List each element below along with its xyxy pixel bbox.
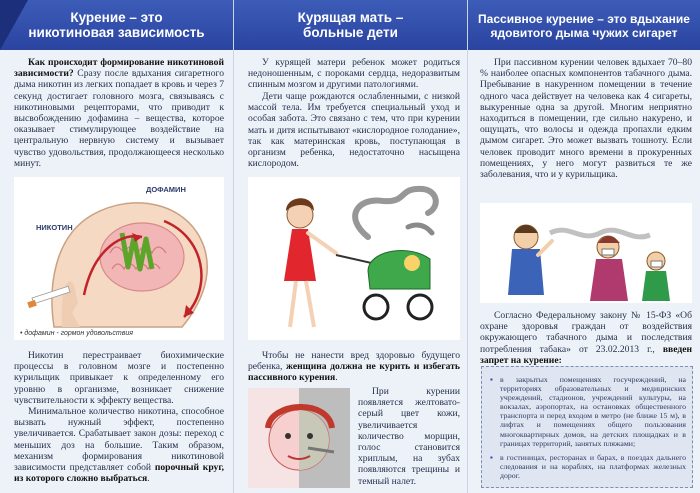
ban-item-hotels-transport: ▪ в гостиницах, ресторанах и барах, в поездах дальнего следования и на кораблях, на платформах железных дорог.	[490, 453, 686, 480]
paragraph-federal-law	[480, 310, 692, 366]
family-passive-smoke-image	[480, 203, 692, 303]
law-text: Согласно Федеральному закону № 15-ФЗ «Об охране здоровья граждан от воздействия окружающего табачного дыма и последствия потребления табака» от 23.02.2013 г.,	[480, 310, 692, 355]
column-smoking-mother	[233, 0, 467, 493]
title-line2: больные дети	[303, 25, 398, 40]
paragraph-biochemistry: Никотин перестраивает биохимические процессы в головном мозге и постепенно курильщик привыкает к определенному его уровню в организме, возникает снижение чувствительности к эффекту вещества.	[14, 350, 224, 406]
title-line1: Пассивное курение – это вдыхание	[478, 12, 690, 26]
smoking-ban-box	[481, 366, 693, 488]
paragraph-birth-defects: У курящей матери ребенок может родиться недоношенным, с пороками сердца, недоразвитым спинным мозгом и другими патологиями.	[248, 57, 460, 91]
title-line1: Курящая мать –	[297, 10, 404, 25]
mother-stroller-illustration	[248, 177, 460, 340]
healthy-vs-smoker-face-image	[248, 388, 350, 488]
question-bold: Как происходит формирование никотиновой зависимости?	[14, 57, 224, 80]
intro-text: Сразу после вдыхания сигаретного дыма никотин из легких попадает в кровь и через 7 секунд достигает головного мозга, связываясь с никотиновыми рецепторами, что приводит к высвобождению дофамина – вещества, которое оказывает стимулирующее воздействие на центральную нервную систему и вызывает чувство удовольствия, продолжающееся несколько минут.	[14, 68, 224, 169]
dose-end: .	[147, 473, 150, 485]
title-line2: никотиновая зависимость	[28, 25, 205, 40]
ban-item-public-places: ▪ в закрытых помещениях госучреждений, на территориях образовательных и медицинских учреждений, стадионов, учреждений культуры, на вокзалах, аэропортах, на остановках общественного транспорта и перед входом в метро (не ближе 15 м), в лифтах и помещениях общего пользования многоквартирных домов, на детских площадках и в границах территорий, занятых пляжами;	[490, 375, 686, 448]
header-smoking-mother	[234, 0, 467, 50]
law-ban-bold: введен запрет на курение:	[480, 343, 692, 366]
mother-with-stroller-image	[248, 177, 460, 340]
header-nicotine-addiction	[0, 0, 233, 50]
avoid-text: Чтобы не нанести вред здоровью будущего ребенка,	[248, 350, 460, 373]
vicious-circle-bold: порочный круг, из которого сложно выбраться	[14, 462, 224, 485]
paragraph-avoid-smoking	[248, 350, 460, 384]
passive-smoking-illustration	[480, 203, 692, 303]
brain-illustration	[14, 177, 224, 340]
title-line1: Курение – это	[70, 10, 163, 25]
paragraph-skin-effects: При курении появляется желтовато-серый цвет кожи, увеличивается количество морщин, голос становится хриплым, на зубах появляются трещины и темный налет.	[358, 386, 460, 487]
label-nicotine: НИКОТИН	[36, 223, 73, 232]
column-nicotine-addiction	[0, 0, 233, 493]
title-line2: ядовитого дыма чужих сигарет	[490, 26, 678, 40]
paragraph-vicious-circle	[14, 406, 224, 484]
caption-dopamine: • дофамин - гормон удовольствия	[20, 330, 133, 337]
head-profile-image	[14, 177, 224, 340]
label-dopamine: ДОФАМИН	[146, 185, 186, 194]
face-comparison-illustration	[248, 388, 350, 488]
paragraph-passive-effects: При пассивном курении человек вдыхает 70–80 % наиболее опасных компонентов табачного дыма. Пребывание в накуренном помещении в течение одного часа действует на человека как 4 сигареты, выкуренные одна за другой. Многим неприятно находиться в помещении, где сильно накурено, и ощущать, что волосы и одежда пропахли едким дымом сигарет. Это может вызвать тошноту. Если человек проводит много времени в прокуренных помещениях, у него могут развиться те же заболевания, что и у курильщика.	[480, 57, 692, 181]
paragraph-weak-children: Дети чаще рождаются ослабленными, с низкой массой тела. Им требуется специальный уход и особая забота. Это связано с тем, что при курении мать и дитя испытывают «кислородное голодание», так как материнская кровь, поступающая в организм ребенка, недостаточно насыщена кислородом.	[248, 91, 460, 170]
paragraph-intro	[14, 57, 224, 169]
header-passive-smoking	[468, 0, 700, 50]
avoid-end: .	[335, 372, 338, 384]
avoid-bold: женщина должна не курить и избегать пассивного курения	[248, 361, 460, 384]
dose-text: Минимальное количество никотина, способное вызвать нужный эффект, постепенно увеличивается. Срабатывает закон дозы: переход с меньших доз на большие. Таким образом, механизм формирования никотиновой зависимости представляет собой	[14, 406, 224, 474]
